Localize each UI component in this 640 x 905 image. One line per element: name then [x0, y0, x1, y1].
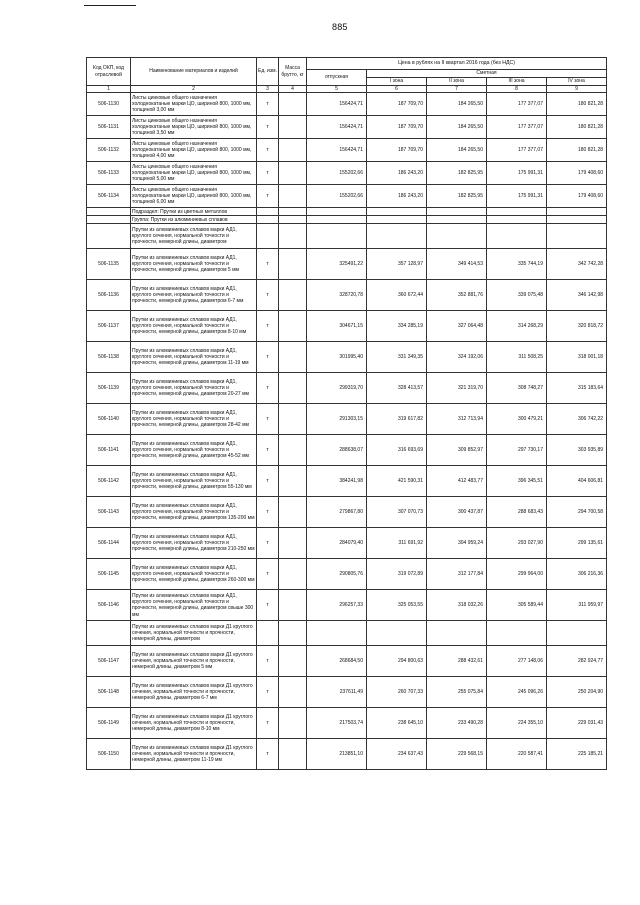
- cell-name: Листы цинковые общего назначения холоднокатаные марки ЦО, шириной 800, 1000 мм, толщиной 3,00 мм: [131, 93, 257, 116]
- cell-zone-1-price: 294 800,63: [367, 646, 427, 677]
- cell-unit: т: [257, 708, 279, 739]
- column-number: 7: [427, 86, 487, 93]
- header-zone-4: IV зона: [547, 78, 607, 86]
- cell-code: 506-1146: [87, 590, 131, 621]
- table-row: [87, 280, 607, 311]
- cell-name: Прутки из алюминиевых сплавов марки Д1 круглого сечения, нормальной точности и прочности, немерной длины, диаметром 6-7 мм: [131, 677, 257, 708]
- cell-code: 506-1145: [87, 559, 131, 590]
- cell-release-price: 155202,66: [307, 162, 367, 185]
- cell-mass: [279, 590, 307, 621]
- cell-empty: [547, 621, 607, 646]
- table-row: [87, 185, 607, 208]
- cell-zone-2-price: 184 265,50: [427, 93, 487, 116]
- table-row: [87, 342, 607, 373]
- cell-mass: [279, 185, 307, 208]
- table-row: [87, 373, 607, 404]
- cell-zone-1-price: 186 243,20: [367, 162, 427, 185]
- cell-release-price: 288638,07: [307, 435, 367, 466]
- cell-code: 506-1134: [87, 185, 131, 208]
- cell-empty: [367, 224, 427, 249]
- cell-zone-4-price: 282 924,77: [547, 646, 607, 677]
- cell-zone-3-price: 177 377,07: [487, 93, 547, 116]
- group-heading-d1-row: [87, 621, 607, 646]
- cell-zone-3-price: 314 268,29: [487, 311, 547, 342]
- cell-unit: т: [257, 373, 279, 404]
- cell-zone-4-price: 179 408,60: [547, 185, 607, 208]
- cell-name: Прутки из алюминиевых сплавов марки АД1, круглого сечения, нормальной точности и прочности, немерной длины, диаметром 45-52 мм: [131, 435, 257, 466]
- cell-zone-2-price: 182 825,95: [427, 185, 487, 208]
- cell-zone-3-price: 311 508,25: [487, 342, 547, 373]
- cell-zone-4-price: 179 408,60: [547, 162, 607, 185]
- column-number: 8: [487, 86, 547, 93]
- cell-empty: [367, 208, 427, 216]
- cell-zone-3-price: 220 587,41: [487, 739, 547, 770]
- cell-name: Листы цинковые общего назначения холоднокатаные марки ЦО, шириной 800, 1000 мм, толщиной 6,00 мм: [131, 185, 257, 208]
- cell-zone-1-price: 260 707,33: [367, 677, 427, 708]
- cell-zone-1-price: 421 590,31: [367, 466, 427, 497]
- cell-zone-4-price: 303 935,89: [547, 435, 607, 466]
- cell-zone-3-price: 177 377,07: [487, 139, 547, 162]
- cell-unit: т: [257, 528, 279, 559]
- cell-unit: т: [257, 404, 279, 435]
- cell-zone-4-price: 342 742,28: [547, 249, 607, 280]
- cell-zone-1-price: 307 070,73: [367, 497, 427, 528]
- cell-zone-1-price: 316 693,69: [367, 435, 427, 466]
- cell-name: Листы цинковые общего назначения холоднокатаные марки ЦО, шириной 800, 1000 мм, толщиной 5,00 мм: [131, 162, 257, 185]
- table-row: [87, 249, 607, 280]
- cell-unit: т: [257, 739, 279, 770]
- cell-unit: т: [257, 139, 279, 162]
- cell-name: Прутки из алюминиевых сплавов марки АД1, круглого сечения, нормальной точности и прочности, немерной длины, диаметром 28-42 мм: [131, 404, 257, 435]
- cell-empty: [279, 224, 307, 249]
- cell-release-price: 237611,49: [307, 677, 367, 708]
- cell-zone-2-price: 318 032,26: [427, 590, 487, 621]
- cell-unit: т: [257, 249, 279, 280]
- cell-name: Прутки из алюминиевых сплавов марки АД1, круглого сечения, нормальной точности и прочности, немерной длины, диаметром 55-130 мм: [131, 466, 257, 497]
- cell-release-price: 328720,78: [307, 280, 367, 311]
- cell-release-price: 301995,40: [307, 342, 367, 373]
- cell-zone-3-price: 177 377,07: [487, 116, 547, 139]
- cell-name: Прутки из алюминиевых сплавов марки АД1, круглого сечения, нормальной точности и прочности, немерной длины, диаметром 20-27 мм: [131, 373, 257, 404]
- cell-mass: [279, 116, 307, 139]
- cell-release-price: 156424,71: [307, 116, 367, 139]
- cell-release-price: 296257,33: [307, 590, 367, 621]
- cell-zone-1-price: 187 709,70: [367, 116, 427, 139]
- cell-name: Прутки из алюминиевых сплавов марки АД1, круглого сечения, нормальной точности и прочности, немерной длины, диаметром 8-10 мм: [131, 311, 257, 342]
- cell-mass: [279, 139, 307, 162]
- cell-empty: [427, 208, 487, 216]
- cell-code: 506-1138: [87, 342, 131, 373]
- cell-zone-2-price: 233 490,28: [427, 708, 487, 739]
- table-row: [87, 708, 607, 739]
- cell-code: 506-1147: [87, 646, 131, 677]
- table-row: [87, 404, 607, 435]
- cell-release-price: 284079,40: [307, 528, 367, 559]
- cell-mass: [279, 280, 307, 311]
- cell-unit: т: [257, 116, 279, 139]
- cell-unit: т: [257, 559, 279, 590]
- cell-empty: [257, 621, 279, 646]
- header-zone-1: I зона: [367, 78, 427, 86]
- cell-zone-1-price: 186 243,20: [367, 185, 427, 208]
- cell-empty: [547, 216, 607, 224]
- cell-zone-3-price: 224 355,10: [487, 708, 547, 739]
- cell-name: Прутки из алюминиевых сплавов марки АД1, круглого сечения, нормальной точности и прочности, немерной длины, диаметром 6-7 мм: [131, 280, 257, 311]
- cell-zone-4-price: 250 204,90: [547, 677, 607, 708]
- cell-zone-2-price: 182 825,95: [427, 162, 487, 185]
- cell-zone-2-price: 229 568,15: [427, 739, 487, 770]
- cell-unit: т: [257, 93, 279, 116]
- cell-release-price: 217503,74: [307, 708, 367, 739]
- cell-name: Прутки из алюминиевых сплавов марки АД1, круглого сечения, нормальной точности и прочности, немерной длины, диаметром 210-250 мм: [131, 528, 257, 559]
- cell-name: Листы цинковые общего назначения холоднокатаные марки ЦО, шириной 800, 1000 мм, толщиной 4,00 мм: [131, 139, 257, 162]
- cell-mass: [279, 677, 307, 708]
- cell-release-price: 155202,66: [307, 185, 367, 208]
- header-name: Наименование материалов и изделий: [131, 58, 257, 86]
- table-row: [87, 497, 607, 528]
- cell-empty: [279, 621, 307, 646]
- cell-mass: [279, 93, 307, 116]
- cell-zone-4-price: 306 742,22: [547, 404, 607, 435]
- cell-zone-2-price: 300 437,87: [427, 497, 487, 528]
- cell-zone-4-price: 318 001,18: [547, 342, 607, 373]
- column-number: 1: [87, 86, 131, 93]
- cell-name: Прутки из алюминиевых сплавов марки АД1, круглого сечения, нормальной точности и прочности, немерной длины, диаметром 5 мм: [131, 249, 257, 280]
- cell-code: 506-1132: [87, 139, 131, 162]
- cell-zone-2-price: 184 265,50: [427, 139, 487, 162]
- cell-zone-4-price: 294 700,58: [547, 497, 607, 528]
- cell-mass: [279, 528, 307, 559]
- cell-unit: т: [257, 435, 279, 466]
- cell-zone-2-price: 312 177,84: [427, 559, 487, 590]
- table-row: [87, 311, 607, 342]
- cell-zone-3-price: 293 027,90: [487, 528, 547, 559]
- column-number: 4: [279, 86, 307, 93]
- subsection-title: Подраздел: Прутки из цветных металлов: [131, 208, 257, 216]
- cell-mass: [279, 646, 307, 677]
- cell-empty: [87, 216, 131, 224]
- group-title: Группа: Прутки из алюминиевых сплавов: [131, 216, 257, 224]
- table-row: [87, 590, 607, 621]
- cell-zone-2-price: 324 192,06: [427, 342, 487, 373]
- cell-zone-1-price: 238 645,10: [367, 708, 427, 739]
- cell-zone-3-price: 308 748,27: [487, 373, 547, 404]
- cell-code: 506-1148: [87, 677, 131, 708]
- cell-zone-4-price: 225 185,21: [547, 739, 607, 770]
- cell-release-price: 268684,50: [307, 646, 367, 677]
- cell-empty: [427, 216, 487, 224]
- cell-zone-2-price: 327 064,48: [427, 311, 487, 342]
- cell-zone-2-price: 349 414,53: [427, 249, 487, 280]
- table-row: [87, 116, 607, 139]
- cell-zone-4-price: 315 183,64: [547, 373, 607, 404]
- page-number: 885: [332, 22, 348, 32]
- cell-release-price: 156424,71: [307, 139, 367, 162]
- cell-unit: т: [257, 162, 279, 185]
- cell-zone-1-price: 187 709,70: [367, 139, 427, 162]
- cell-code: 506-1149: [87, 708, 131, 739]
- group-heading-ad1: Прутки из алюминиевых сплавов марки АД1, круглого сечения, нормальной точности и прочности, немерной длины, диаметром: [131, 224, 257, 249]
- cell-empty: [257, 216, 279, 224]
- cell-release-price: 304671,15: [307, 311, 367, 342]
- cell-empty: [87, 224, 131, 249]
- cell-zone-3-price: 299 964,00: [487, 559, 547, 590]
- cell-empty: [367, 621, 427, 646]
- cell-mass: [279, 162, 307, 185]
- cell-empty: [87, 208, 131, 216]
- cell-zone-2-price: 321 319,70: [427, 373, 487, 404]
- cell-zone-1-price: 328 413,57: [367, 373, 427, 404]
- table-row: [87, 466, 607, 497]
- column-number: 5: [307, 86, 367, 93]
- table-row: [87, 677, 607, 708]
- cell-zone-4-price: 306 216,36: [547, 559, 607, 590]
- cell-zone-1-price: 311 691,92: [367, 528, 427, 559]
- cell-name: Прутки из алюминиевых сплавов марки Д1 круглого сечения, нормальной точности и прочности, немерной длины, диаметром 8-10 мм: [131, 708, 257, 739]
- cell-zone-1-price: 334 285,19: [367, 311, 427, 342]
- cell-empty: [367, 216, 427, 224]
- cell-mass: [279, 739, 307, 770]
- table-row: [87, 528, 607, 559]
- column-number: 6: [367, 86, 427, 93]
- header-unit: Ед. изм.: [257, 58, 279, 86]
- cell-code: 506-1130: [87, 93, 131, 116]
- cell-zone-2-price: 288 432,61: [427, 646, 487, 677]
- cell-zone-1-price: 331 349,35: [367, 342, 427, 373]
- group-title-row: [87, 216, 607, 224]
- cell-zone-4-price: 346 142,98: [547, 280, 607, 311]
- cell-zone-1-price: 234 637,43: [367, 739, 427, 770]
- table-row: [87, 93, 607, 116]
- cell-unit: т: [257, 185, 279, 208]
- cell-unit: т: [257, 342, 279, 373]
- cell-zone-2-price: 412 483,77: [427, 466, 487, 497]
- cell-release-price: 279867,80: [307, 497, 367, 528]
- cell-zone-2-price: 309 852,97: [427, 435, 487, 466]
- cell-code: 506-1143: [87, 497, 131, 528]
- cell-empty: [87, 621, 131, 646]
- cell-name: Прутки из алюминиевых сплавов марки Д1 круглого сечения, нормальной точности и прочности, немерной длины, диаметром 11-19 мм: [131, 739, 257, 770]
- cell-empty: [487, 216, 547, 224]
- cell-code: 506-1142: [87, 466, 131, 497]
- cell-zone-4-price: 180 821,28: [547, 139, 607, 162]
- cell-name: Прутки из алюминиевых сплавов марки АД1, круглого сечения, нормальной точности и прочности, немерной длины, диаметром свыше 300 мм: [131, 590, 257, 621]
- price-table: [86, 57, 607, 770]
- table-row: [87, 139, 607, 162]
- cell-zone-1-price: 325 053,55: [367, 590, 427, 621]
- cell-name: Прутки из алюминиевых сплавов марки Д1 круглого сечения, нормальной точности и прочности, немерной длины, диаметром 5 мм: [131, 646, 257, 677]
- cell-unit: т: [257, 311, 279, 342]
- cell-empty: [427, 621, 487, 646]
- cell-code: 506-1141: [87, 435, 131, 466]
- cell-zone-4-price: 320 818,72: [547, 311, 607, 342]
- cell-code: 506-1137: [87, 311, 131, 342]
- cell-zone-1-price: 187 709,70: [367, 93, 427, 116]
- group-heading-d1: Прутки из алюминиевых сплавов марки Д1 круглого сечения, нормальной точности и прочности, немерной длины, диаметром: [131, 621, 257, 646]
- header-zone-3: III зона: [487, 78, 547, 86]
- cell-mass: [279, 373, 307, 404]
- cell-zone-2-price: 312 713,94: [427, 404, 487, 435]
- cell-zone-4-price: 180 821,28: [547, 93, 607, 116]
- cell-zone-2-price: 255 075,84: [427, 677, 487, 708]
- column-number: 3: [257, 86, 279, 93]
- cell-unit: т: [257, 590, 279, 621]
- cell-zone-3-price: 288 683,43: [487, 497, 547, 528]
- cell-code: 506-1140: [87, 404, 131, 435]
- header-release: отпускная: [307, 70, 367, 86]
- cell-unit: т: [257, 677, 279, 708]
- cell-empty: [487, 208, 547, 216]
- cell-unit: т: [257, 646, 279, 677]
- table-row: [87, 559, 607, 590]
- cell-release-price: 156424,71: [307, 93, 367, 116]
- cell-code: 506-1133: [87, 162, 131, 185]
- cell-release-price: 325491,22: [307, 249, 367, 280]
- header-estimated: Сметная: [367, 70, 607, 78]
- cell-zone-1-price: 319 617,82: [367, 404, 427, 435]
- cell-release-price: 213851,10: [307, 739, 367, 770]
- cell-release-price: 290805,76: [307, 559, 367, 590]
- cell-zone-2-price: 304 959,24: [427, 528, 487, 559]
- cell-code: 506-1144: [87, 528, 131, 559]
- cell-release-price: 384241,98: [307, 466, 367, 497]
- table-row: [87, 435, 607, 466]
- cell-name: Листы цинковые общего назначения холоднокатаные марки ЦО, шириной 800, 1000 мм, толщиной 3,50 мм: [131, 116, 257, 139]
- cell-zone-3-price: 339 075,48: [487, 280, 547, 311]
- cell-zone-3-price: 300 479,21: [487, 404, 547, 435]
- group-heading-ad1-row: [87, 224, 607, 249]
- cell-mass: [279, 559, 307, 590]
- cell-zone-1-price: 357 128,97: [367, 249, 427, 280]
- cell-zone-3-price: 245 096,26: [487, 677, 547, 708]
- cell-empty: [307, 224, 367, 249]
- cell-empty: [487, 224, 547, 249]
- cell-name: Прутки из алюминиевых сплавов марки АД1, круглого сечения, нормальной точности и прочности, немерной длины, диаметром 11-19 мм: [131, 342, 257, 373]
- cell-code: 506-1139: [87, 373, 131, 404]
- cell-mass: [279, 497, 307, 528]
- cell-zone-3-price: 305 589,44: [487, 590, 547, 621]
- cell-empty: [547, 224, 607, 249]
- cell-mass: [279, 342, 307, 373]
- cell-empty: [307, 621, 367, 646]
- cell-empty: [487, 621, 547, 646]
- cell-release-price: 299319,70: [307, 373, 367, 404]
- table-row: [87, 646, 607, 677]
- cell-mass: [279, 435, 307, 466]
- cell-mass: [279, 404, 307, 435]
- cell-mass: [279, 466, 307, 497]
- column-number: 2: [131, 86, 257, 93]
- cell-unit: т: [257, 466, 279, 497]
- cell-zone-4-price: 299 135,61: [547, 528, 607, 559]
- cell-code: 506-1136: [87, 280, 131, 311]
- cell-zone-3-price: 396 345,51: [487, 466, 547, 497]
- cell-zone-4-price: 229 031,43: [547, 708, 607, 739]
- cell-zone-3-price: 297 730,17: [487, 435, 547, 466]
- subsection-title-row: [87, 208, 607, 216]
- cell-zone-4-price: 404 606,81: [547, 466, 607, 497]
- cell-code: 506-1131: [87, 116, 131, 139]
- cell-zone-1-price: 360 672,44: [367, 280, 427, 311]
- cell-zone-3-price: 277 148,06: [487, 646, 547, 677]
- cell-empty: [257, 208, 279, 216]
- cell-zone-3-price: 335 744,19: [487, 249, 547, 280]
- top-rule: [84, 5, 136, 6]
- column-number-row: [87, 86, 607, 93]
- cell-empty: [427, 224, 487, 249]
- cell-code: 506-1135: [87, 249, 131, 280]
- cell-zone-2-price: 184 265,50: [427, 116, 487, 139]
- cell-name: Прутки из алюминиевых сплавов марки АД1, круглого сечения, нормальной точности и прочности, немерной длины, диаметром 135-200 мм: [131, 497, 257, 528]
- cell-zone-1-price: 319 072,89: [367, 559, 427, 590]
- cell-empty: [307, 208, 367, 216]
- cell-empty: [279, 216, 307, 224]
- cell-empty: [257, 224, 279, 249]
- header-mass: Масса брутто, кг: [279, 58, 307, 86]
- cell-mass: [279, 249, 307, 280]
- cell-unit: т: [257, 280, 279, 311]
- header-code: Код ОКП, код отраслевой: [87, 58, 131, 86]
- cell-release-price: 291303,15: [307, 404, 367, 435]
- cell-zone-3-price: 175 991,31: [487, 185, 547, 208]
- cell-empty: [547, 208, 607, 216]
- cell-zone-4-price: 311 959,97: [547, 590, 607, 621]
- table-row: [87, 739, 607, 770]
- header-zone-2: II зона: [427, 78, 487, 86]
- cell-empty: [279, 208, 307, 216]
- cell-code: 506-1150: [87, 739, 131, 770]
- cell-mass: [279, 311, 307, 342]
- cell-unit: т: [257, 497, 279, 528]
- column-number: 9: [547, 86, 607, 93]
- cell-zone-4-price: 180 821,28: [547, 116, 607, 139]
- cell-name: Прутки из алюминиевых сплавов марки АД1, круглого сечения, нормальной точности и прочности, немерной длины, диаметром 260-300 мм: [131, 559, 257, 590]
- header-price-title: Цена в рублях на II квартал 2016 года (без НДС): [307, 58, 607, 70]
- table-row: [87, 162, 607, 185]
- cell-zone-2-price: 352 881,76: [427, 280, 487, 311]
- cell-mass: [279, 708, 307, 739]
- cell-zone-3-price: 175 991,31: [487, 162, 547, 185]
- cell-empty: [307, 216, 367, 224]
